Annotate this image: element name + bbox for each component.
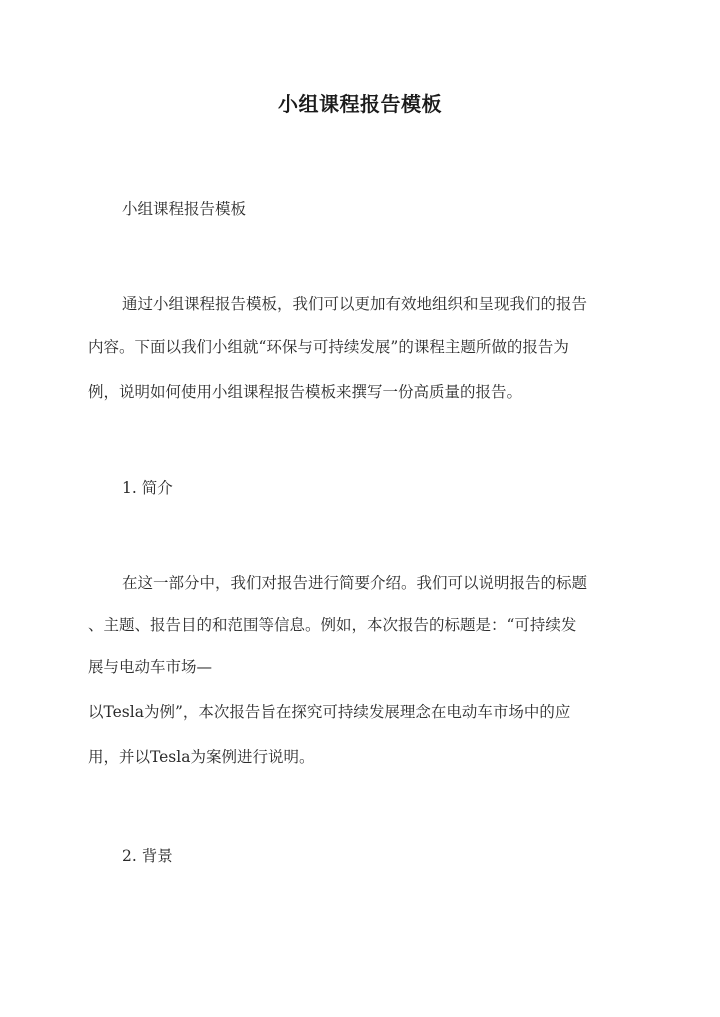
intro-line: 通过小组课程报告模板，我们可以更加有效地组织和呈现我们的报告 [122,295,588,313]
section-intro-line: 以Tesla为例”，本次报告旨在探究可持续发展理念在电动车市场中的应 [88,703,571,721]
section-heading-intro: 1. 简介 [122,479,173,497]
section-intro-line: 、主题、报告目的和范围等信息。例如，本次报告的标题是：“可持续发 [88,616,577,634]
section-intro-line: 用，并以Tesla为案例进行说明。 [88,748,315,766]
document-title: 小组课程报告模板 [278,92,442,116]
intro-line: 例，说明如何使用小组课程报告模板来撰写一份高质量的报告。 [88,383,523,401]
document-subtitle: 小组课程报告模板 [122,200,247,218]
section-intro-line: 展与电动车市场— [88,658,213,676]
intro-line: 内容。下面以我们小组就“环保与可持续发展”的课程主题所做的报告为 [88,338,569,356]
section-intro-line: 在这一部分中，我们对报告进行简要介绍。我们可以说明报告的标题 [122,574,588,592]
section-heading-background: 2. 背景 [122,847,173,865]
